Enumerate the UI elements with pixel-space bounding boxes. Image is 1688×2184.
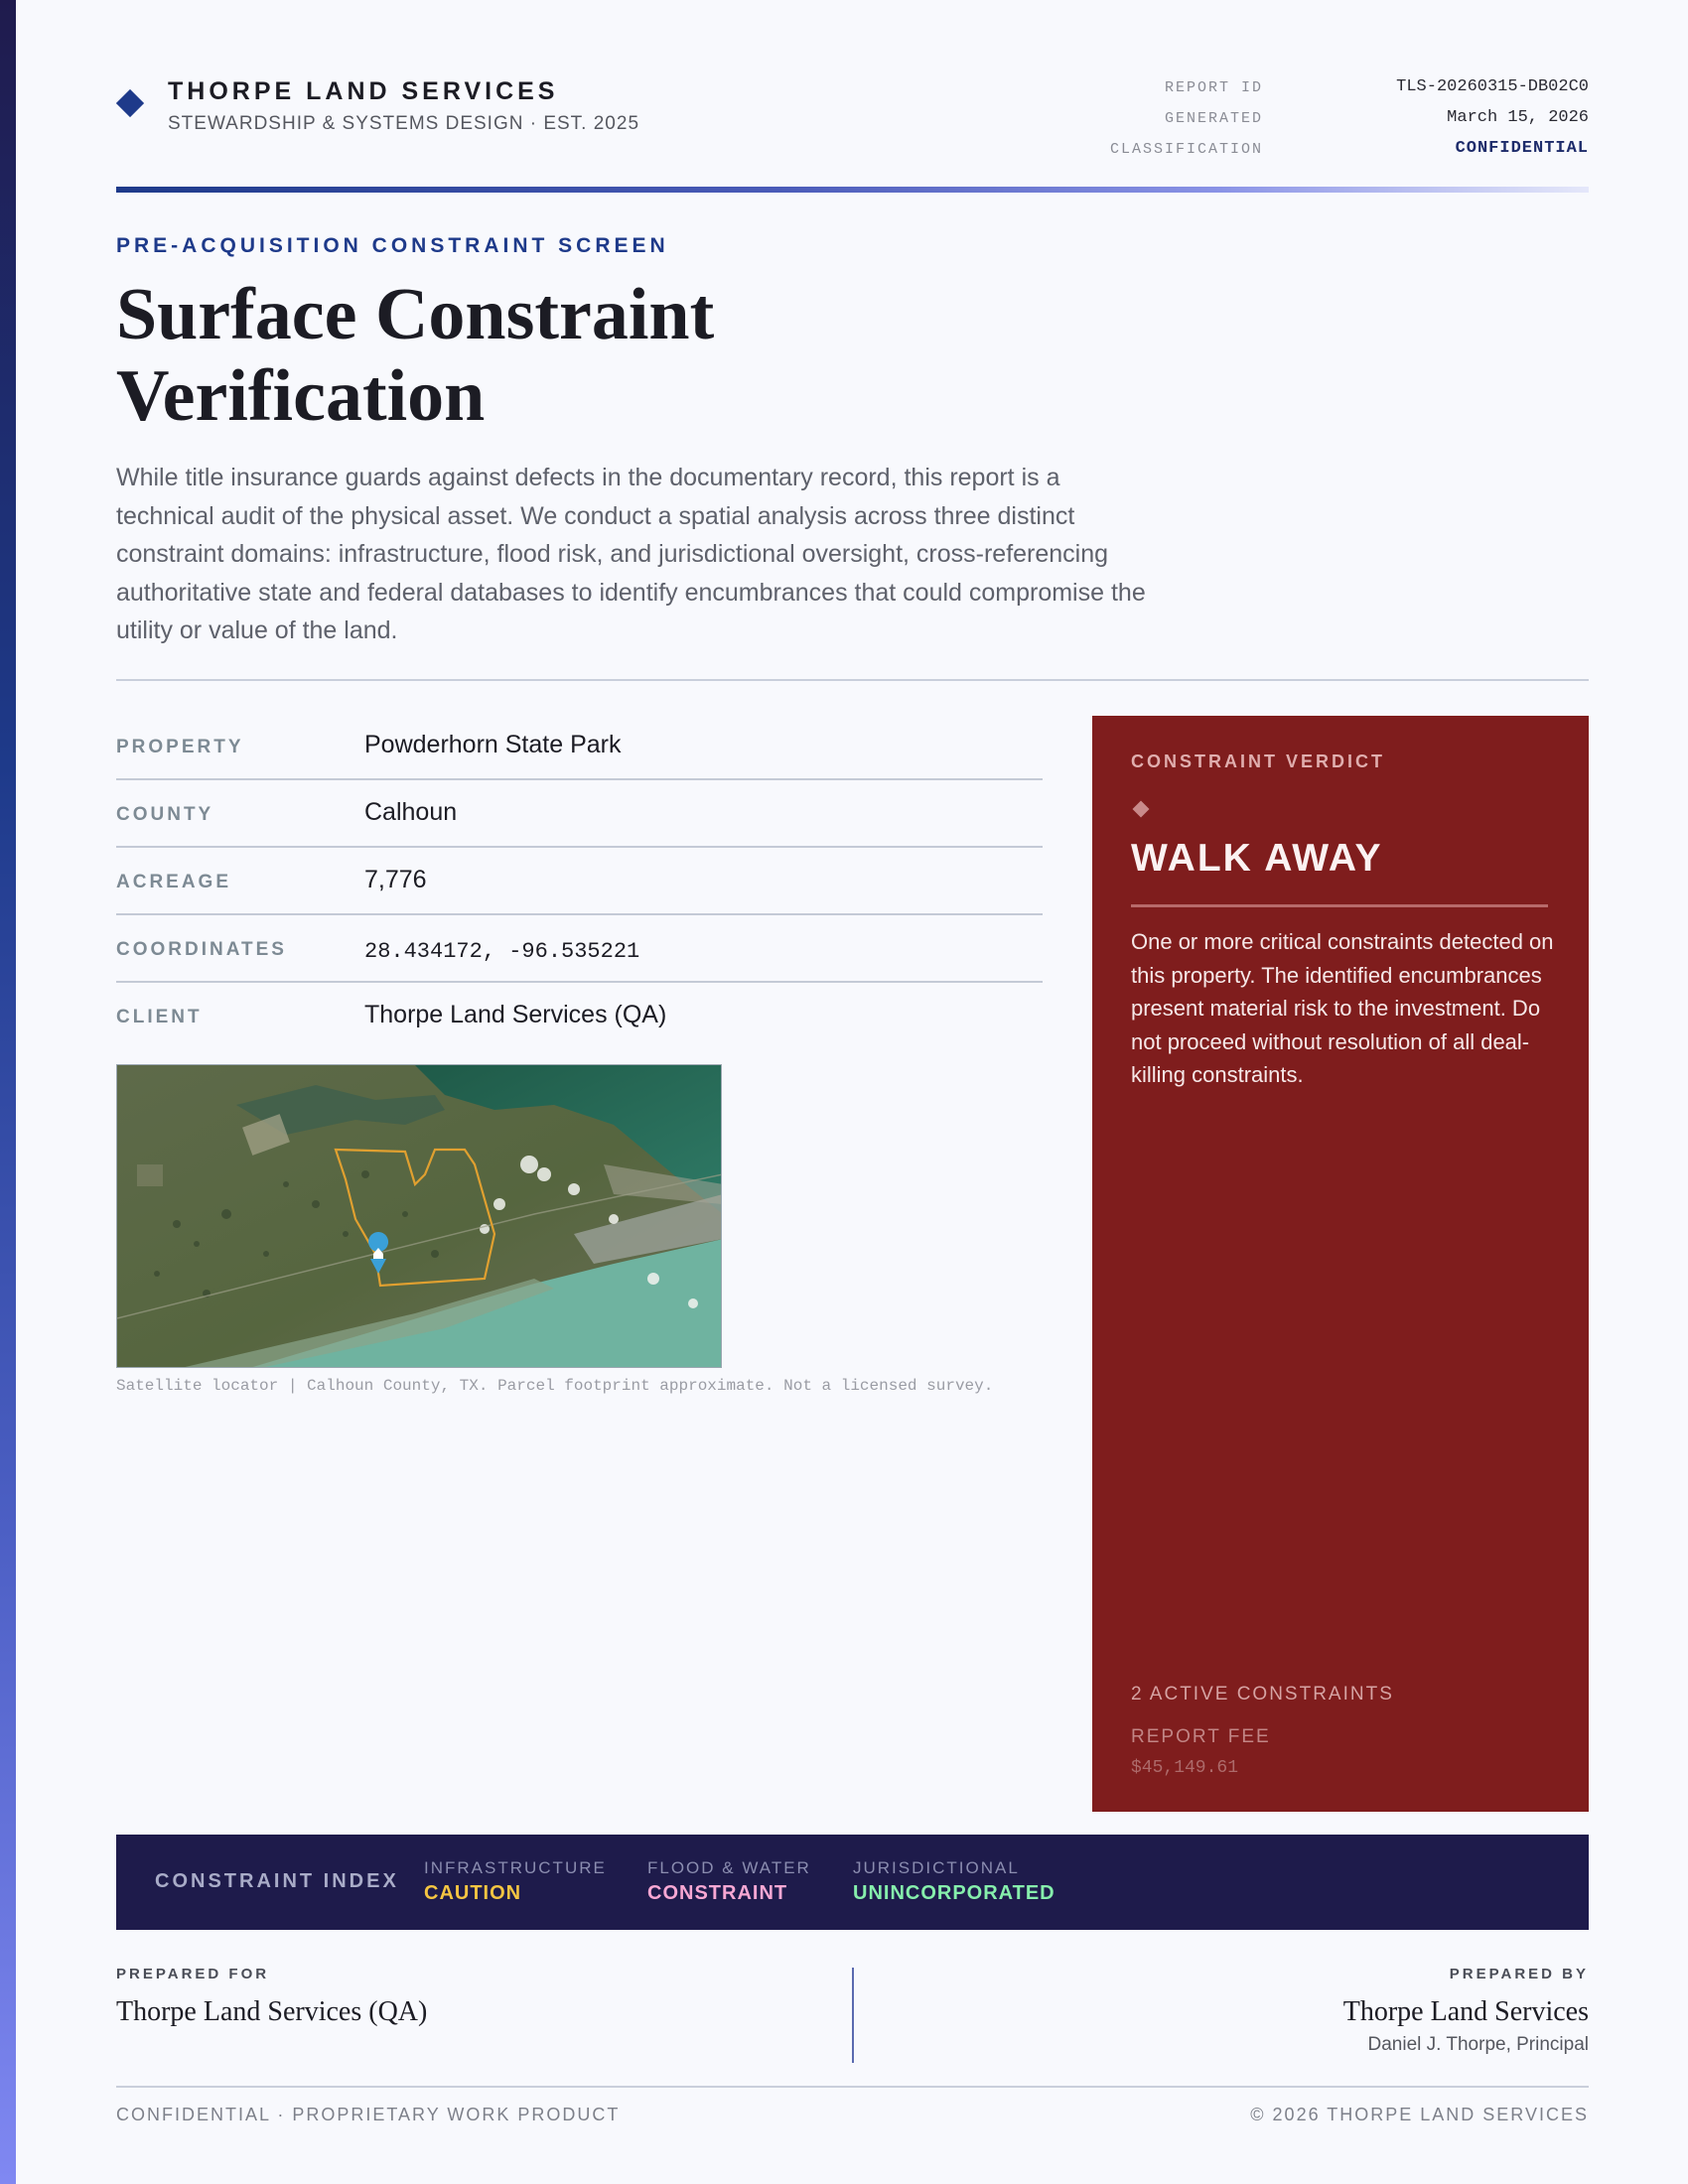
field-acreage [116, 848, 1043, 915]
report-meta [1033, 77, 1589, 170]
constraint-label: INFRASTRUCTURE [424, 1858, 607, 1877]
field-label: CLIENT [116, 1007, 203, 1027]
brand-tagline: STEWARDSHIP & SYSTEMS DESIGN · EST. 2025 [168, 113, 640, 134]
field-value: Thorpe Land Services (QA) [364, 1001, 667, 1028]
header-divider [116, 187, 1589, 193]
meta-row-classification [1033, 139, 1589, 170]
prepared-section [116, 1966, 1589, 2065]
meta-label: GENERATED [1164, 110, 1263, 127]
field-label: COUNTY [116, 804, 214, 825]
prepared-by-label: PREPARED BY [1449, 1966, 1589, 1982]
field-label: COORDINATES [116, 939, 287, 960]
report-title: Surface Constraint Verification [116, 274, 715, 437]
satellite-image [117, 1065, 722, 1368]
footer-confidential: CONFIDENTIAL · PROPRIETARY WORK PRODUCT [116, 2105, 621, 2124]
verdict-divider [1131, 904, 1548, 907]
field-label: PROPERTY [116, 737, 244, 757]
verdict-panel [1092, 716, 1589, 1812]
prepared-by [1343, 1966, 1589, 2056]
left-edge-accent [0, 0, 16, 2184]
header [116, 73, 1589, 173]
field-value: Calhoun [364, 798, 458, 826]
field-county [116, 780, 1043, 848]
constraint-label: JURISDICTIONAL [853, 1858, 1020, 1877]
section-divider [116, 679, 1589, 681]
brand-name: THORPE LAND SERVICES [168, 77, 559, 105]
meta-row-generated [1033, 108, 1589, 139]
field-client [116, 983, 1043, 1050]
constraint-status: CAUTION [424, 1882, 522, 1904]
report-page [116, 0, 1589, 2184]
active-constraints-count: 2 ACTIVE CONSTRAINTS [1131, 1684, 1394, 1705]
prepared-for [116, 1966, 427, 2028]
verdict-title: WALK AWAY [1131, 837, 1383, 880]
report-intro: While title insurance guards against defects in the documentary record, this report is a technical audit of the physical asset. We conduct a spatial analysis across three distinct constraint domains: infrastructure, flood risk, and jurisdictional oversight, cross-referencing authoritative state and federal databases to identify encumbrances that could compromise the utility or value of the land. [116, 464, 1146, 644]
prepared-by-name: Thorpe Land Services [1342, 1996, 1589, 2027]
footer-divider [116, 2086, 1589, 2088]
meta-row-report-id [1033, 77, 1589, 108]
constraint-flood-water [647, 1858, 811, 1905]
constraint-status: UNINCORPORATED [853, 1882, 1055, 1904]
report-eyebrow: PRE-ACQUISITION CONSTRAINT SCREEN [116, 234, 669, 257]
field-coordinates [116, 915, 1043, 983]
classification-value: CONFIDENTIAL [1455, 139, 1589, 158]
satellite-map [116, 1064, 722, 1368]
constraint-index-bar [116, 1835, 1589, 1930]
property-fields [116, 713, 1043, 1050]
prepared-for-name: Thorpe Land Services (QA) [116, 1996, 428, 2027]
field-value: Powderhorn State Park [364, 731, 622, 758]
report-id-value: TLS-20260315-DB02C0 [1396, 77, 1589, 96]
prepared-for-label: PREPARED FOR [116, 1966, 270, 1982]
field-property [116, 713, 1043, 780]
prepared-by-person: Daniel J. Thorpe, Principal [1367, 2034, 1589, 2055]
map-caption: Satellite locator | Calhoun County, TX. Parcel footprint approximate. Not a licensed survey. [116, 1377, 994, 1395]
prepared-divider [852, 1968, 854, 2063]
verdict-eyebrow: CONSTRAINT VERDICT [1131, 751, 1385, 771]
diamond-icon [1133, 801, 1150, 818]
constraint-index-title: CONSTRAINT INDEX [155, 1870, 399, 1892]
constraint-status: CONSTRAINT [647, 1882, 788, 1904]
constraint-jurisdictional [853, 1858, 1055, 1905]
field-value: 28.434172, -96.535221 [364, 939, 640, 964]
meta-label: REPORT ID [1164, 79, 1263, 96]
field-value: 7,776 [364, 866, 427, 893]
footer-copyright: © 2026 THORPE LAND SERVICES [1250, 2105, 1589, 2124]
constraint-infrastructure [424, 1858, 607, 1905]
field-label: ACREAGE [116, 872, 232, 892]
verdict-text: One or more critical constraints detected on this property. The identified encumbrances present material risk to the investment. Do not proceed without resolution of all deal-killing constraints. [1131, 929, 1554, 1087]
report-fee-label: REPORT FEE [1131, 1726, 1271, 1747]
constraint-label: FLOOD & WATER [647, 1858, 811, 1877]
diamond-logo-icon [116, 89, 144, 117]
meta-label: CLASSIFICATION [1109, 141, 1263, 158]
generated-date-value: March 15, 2026 [1447, 108, 1589, 127]
report-fee-value: $45,149.61 [1131, 1758, 1239, 1778]
